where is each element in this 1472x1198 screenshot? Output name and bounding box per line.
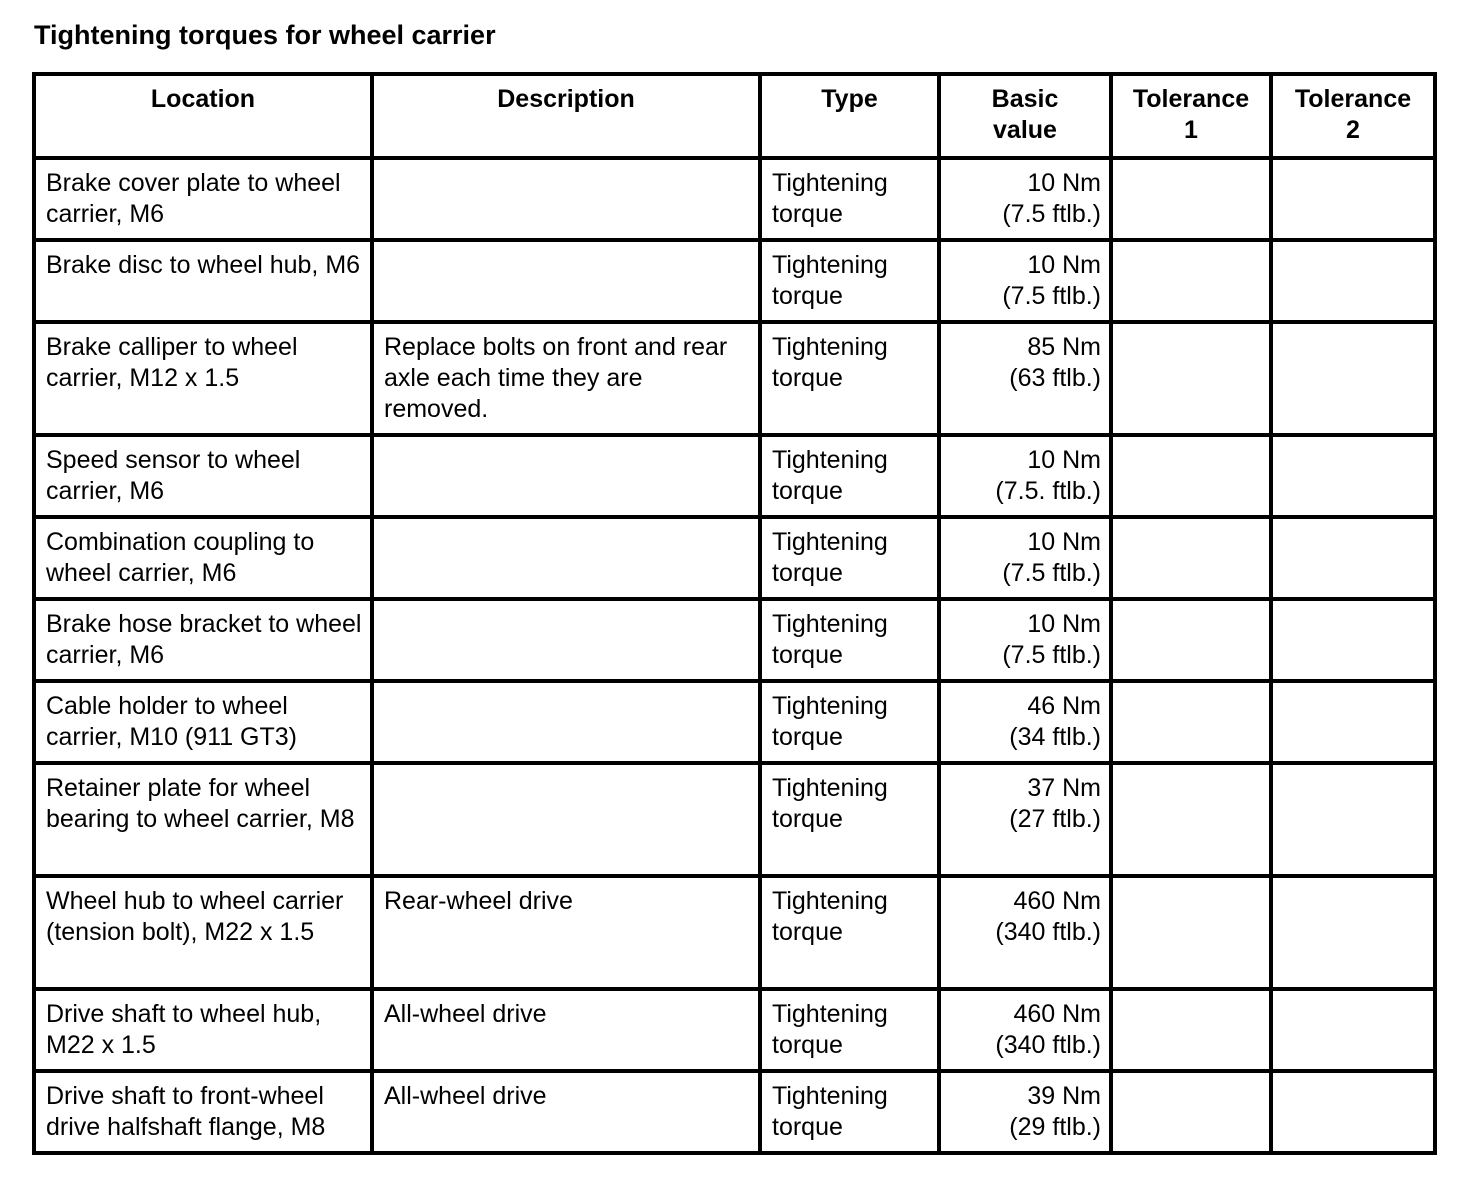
- header-type: Type: [760, 74, 939, 158]
- cell-location: Cable holder to wheel carrier, M10 (911 GT3): [34, 681, 372, 763]
- cell-location: Speed sensor to wheel carrier, M6: [34, 435, 372, 517]
- cell-basic-value: [939, 599, 1111, 681]
- cell-description: [372, 763, 760, 876]
- header-tolerance-1-line-1: Tolerance: [1132, 85, 1250, 113]
- value-metric: 10 Nm: [1027, 169, 1101, 197]
- cell-tolerance-2: [1271, 240, 1435, 322]
- cell-description: [372, 599, 760, 681]
- value-imperial: (7.5. ftlb.): [995, 477, 1101, 505]
- value-imperial: (7.5 ftlb.): [1002, 200, 1101, 228]
- table-row: [34, 322, 1435, 435]
- cell-tolerance-2: [1271, 1071, 1435, 1153]
- cell-location: Combination coupling to wheel carrier, M6: [34, 517, 372, 599]
- table-row: [34, 1071, 1435, 1153]
- cell-description: [372, 435, 760, 517]
- cell-description: [372, 240, 760, 322]
- cell-tolerance-2: [1271, 517, 1435, 599]
- cell-basic-value: [939, 322, 1111, 435]
- header-basic-value: [939, 74, 1111, 158]
- value-metric: 39 Nm: [1027, 1082, 1101, 1110]
- table-row: [34, 158, 1435, 240]
- cell-basic-value: [939, 681, 1111, 763]
- cell-basic-value: [939, 240, 1111, 322]
- value-metric: 460 Nm: [1013, 887, 1101, 915]
- value-imperial: (27 ftlb.): [1009, 805, 1101, 833]
- table-row: [34, 681, 1435, 763]
- value-imperial: (29 ftlb.): [1009, 1113, 1101, 1141]
- value-imperial: (340 ftlb.): [995, 918, 1101, 946]
- cell-type: Tightening torque: [760, 1071, 939, 1153]
- cell-type: Tightening torque: [760, 158, 939, 240]
- header-description: Description: [372, 74, 760, 158]
- table-row: [34, 876, 1435, 989]
- value-imperial: (7.5 ftlb.): [1002, 641, 1101, 669]
- cell-basic-value: [939, 435, 1111, 517]
- value-metric: 10 Nm: [1027, 446, 1101, 474]
- table-row: [34, 240, 1435, 322]
- value-imperial: (63 ftlb.): [1009, 364, 1101, 392]
- table-row: [34, 517, 1435, 599]
- cell-type: Tightening torque: [760, 681, 939, 763]
- cell-tolerance-2: [1271, 876, 1435, 989]
- cell-type: Tightening torque: [760, 599, 939, 681]
- cell-tolerance-1: [1111, 1071, 1271, 1153]
- value-imperial: (7.5 ftlb.): [1002, 282, 1101, 310]
- cell-location: Brake hose bracket to wheel carrier, M6: [34, 599, 372, 681]
- cell-location: Wheel hub to wheel carrier (tension bolt), M22 x 1.5: [34, 876, 372, 989]
- cell-tolerance-1: [1111, 989, 1271, 1071]
- header-basic-value-line-2: value: [993, 116, 1057, 144]
- cell-basic-value: [939, 876, 1111, 989]
- cell-tolerance-2: [1271, 158, 1435, 240]
- cell-type: Tightening torque: [760, 876, 939, 989]
- cell-type: Tightening torque: [760, 322, 939, 435]
- table-body: [34, 158, 1435, 1153]
- cell-tolerance-2: [1271, 681, 1435, 763]
- cell-location: Brake calliper to wheel carrier, M12 x 1.5: [34, 322, 372, 435]
- cell-location: Brake disc to wheel hub, M6: [34, 240, 372, 322]
- cell-description: [372, 517, 760, 599]
- cell-tolerance-2: [1271, 989, 1435, 1071]
- cell-type: Tightening torque: [760, 763, 939, 876]
- value-metric: 10 Nm: [1027, 251, 1101, 279]
- cell-type: Tightening torque: [760, 240, 939, 322]
- value-metric: 10 Nm: [1027, 610, 1101, 638]
- table-row: [34, 599, 1435, 681]
- torque-table: [32, 72, 1437, 1155]
- cell-location: Drive shaft to front-wheel drive halfshaft flange, M8: [34, 1071, 372, 1153]
- header-tolerance-2-line-2: 2: [1346, 116, 1360, 144]
- cell-tolerance-1: [1111, 599, 1271, 681]
- cell-description: All-wheel drive: [372, 989, 760, 1071]
- cell-tolerance-2: [1271, 435, 1435, 517]
- cell-type: Tightening torque: [760, 517, 939, 599]
- cell-location: Brake cover plate to wheel carrier, M6: [34, 158, 372, 240]
- cell-description: All-wheel drive: [372, 1071, 760, 1153]
- cell-tolerance-1: [1111, 876, 1271, 989]
- value-imperial: (340 ftlb.): [995, 1031, 1101, 1059]
- cell-basic-value: [939, 763, 1111, 876]
- value-metric: 46 Nm: [1027, 692, 1101, 720]
- header-tolerance-2: [1271, 74, 1435, 158]
- cell-tolerance-1: [1111, 681, 1271, 763]
- cell-description: Rear-wheel drive: [372, 876, 760, 989]
- cell-location: Retainer plate for wheel bearing to wheel carrier, M8: [34, 763, 372, 876]
- table-row: [34, 435, 1435, 517]
- cell-description: [372, 681, 760, 763]
- header-location: Location: [34, 74, 372, 158]
- cell-tolerance-2: [1271, 599, 1435, 681]
- header-tolerance-1-line-2: 1: [1184, 116, 1198, 144]
- header-row: [34, 74, 1435, 158]
- cell-tolerance-2: [1271, 763, 1435, 876]
- document-title: Tightening torques for wheel carrier: [34, 20, 496, 50]
- cell-description: [372, 158, 760, 240]
- value-imperial: (34 ftlb.): [1009, 723, 1101, 751]
- cell-tolerance-1: [1111, 322, 1271, 435]
- cell-tolerance-1: [1111, 158, 1271, 240]
- cell-tolerance-1: [1111, 763, 1271, 876]
- cell-type: Tightening torque: [760, 989, 939, 1071]
- cell-basic-value: [939, 517, 1111, 599]
- value-metric: 85 Nm: [1027, 333, 1101, 361]
- value-metric: 10 Nm: [1027, 528, 1101, 556]
- header-basic-value-line-1: Basic: [991, 85, 1059, 113]
- cell-basic-value: [939, 1071, 1111, 1153]
- cell-tolerance-1: [1111, 435, 1271, 517]
- cell-tolerance-2: [1271, 322, 1435, 435]
- cell-location: Drive shaft to wheel hub, M22 x 1.5: [34, 989, 372, 1071]
- cell-basic-value: [939, 989, 1111, 1071]
- cell-type: Tightening torque: [760, 435, 939, 517]
- cell-description: Replace bolts on front and rear axle each time they are removed.: [372, 322, 760, 435]
- cell-basic-value: [939, 158, 1111, 240]
- table-row: [34, 763, 1435, 876]
- header-tolerance-2-line-1: Tolerance: [1294, 85, 1412, 113]
- cell-tolerance-1: [1111, 517, 1271, 599]
- value-metric: 37 Nm: [1027, 774, 1101, 802]
- value-metric: 460 Nm: [1013, 1000, 1101, 1028]
- value-imperial: (7.5 ftlb.): [1002, 559, 1101, 587]
- table-row: [34, 989, 1435, 1071]
- header-tolerance-1: [1111, 74, 1271, 158]
- table-header: [34, 74, 1435, 158]
- cell-tolerance-1: [1111, 240, 1271, 322]
